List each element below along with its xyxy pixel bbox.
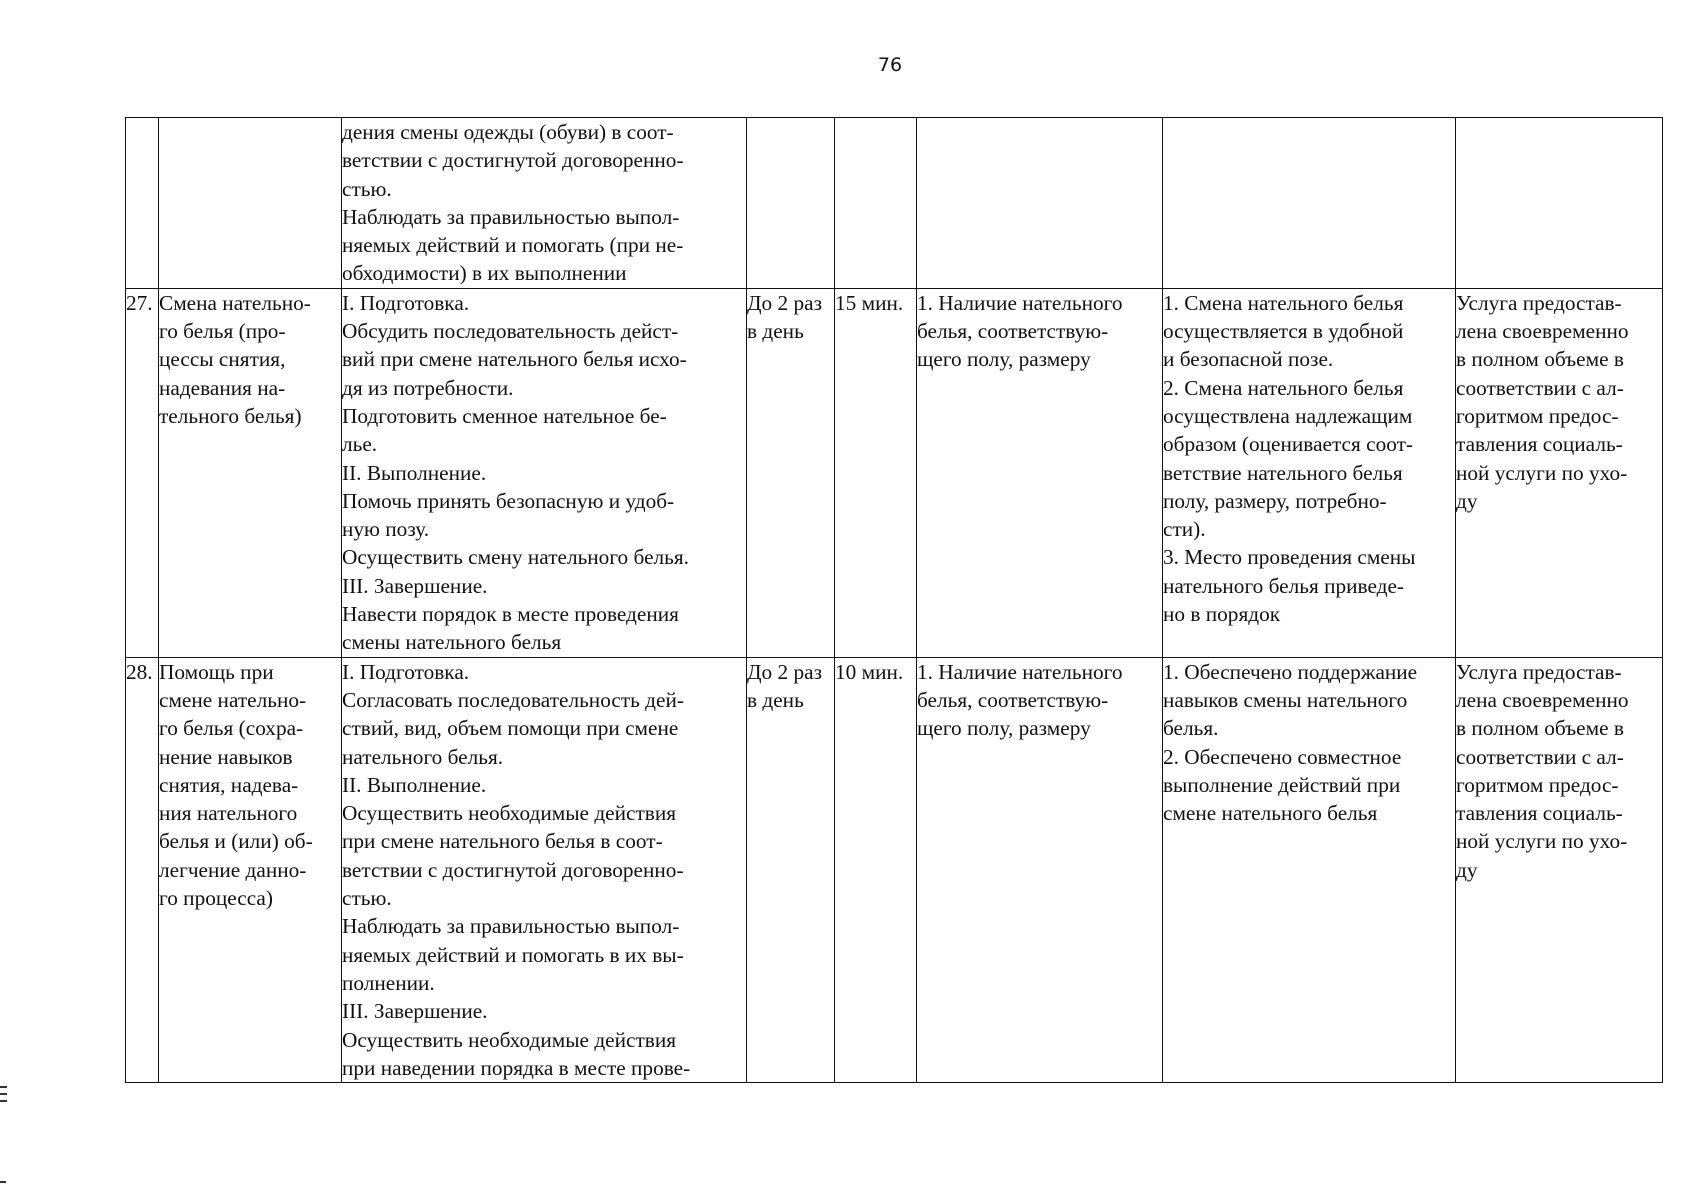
service-duration: 15 мин. [835, 288, 917, 657]
service-duration: 10 мин. [835, 657, 917, 1082]
service-frequency: До 2 раз в день [747, 657, 835, 1082]
page-number: 76 [877, 54, 903, 76]
table-row [126, 657, 1663, 1082]
margin-binding-mark [0, 1181, 6, 1183]
service-results: 1. Обеспечено поддержание навыков смены нательного белья. 2. Обеспечено совместное выполнение действий при смене нательного белья [1163, 657, 1456, 1082]
services-table [125, 117, 1663, 1083]
margin-binding-mark [0, 1100, 7, 1102]
margin-binding-mark [0, 1093, 7, 1095]
service-evaluation: Услуга предостав- лена своевременно в полном объеме в соответствии с ал- горитмом предос- тавления социаль- ной услуги по ухо- ду [1456, 657, 1663, 1082]
row-number [126, 118, 159, 289]
service-conditions [917, 118, 1163, 289]
service-name [159, 118, 342, 289]
service-results [1163, 118, 1456, 289]
service-conditions: 1. Наличие нательного белья, соответствую- щего полу, размеру [917, 657, 1163, 1082]
service-name: Смена нательно- го белья (про- цессы снятия, надевания на- тельного белья) [159, 288, 342, 657]
service-actions: дения смены одежды (обуви) в соот- ветствии с достигнутой договоренно- стью. Наблюдать за правильностью выпол- няемых действий и помогать (при не- обходимости) в их выполнении [342, 118, 747, 289]
service-results: 1. Смена нательного белья осуществляется в удобной и безопасной позе. 2. Смена нательного белья осуществлена надлежащим образом (оценивается соот- ветствие нательного белья полу, размеру, потребно- сти). 3. Место проведения смены нательного белья приведе- но в порядок [1163, 288, 1456, 657]
service-actions: I. Подготовка. Обсудить последовательность дейст- вий при смене нательного белья исхо- дя из потребности. Подготовить сменное нательное бе- лье. II. Выполнение. Помочь принять безопасную и удоб- ную позу. Осуществить смену нательного белья. III. Завершение. Навести порядок в месте проведения смены нательного белья [342, 288, 747, 657]
service-conditions: 1. Наличие нательного белья, соответствую- щего полу, размеру [917, 288, 1163, 657]
service-frequency: До 2 раз в день [747, 288, 835, 657]
service-evaluation [1456, 118, 1663, 289]
service-name: Помощь при смене нательно- го белья (сохра- нение навыков снятия, надева- ния нательного белья и (или) об- легчение данно- го процесса) [159, 657, 342, 1082]
table-row [126, 288, 1663, 657]
table-row [126, 118, 1663, 289]
service-actions: I. Подготовка. Согласовать последовательность дей- ствий, вид, объем помощи при смене нательного белья. II. Выполнение. Осуществить необходимые действия при смене нательного белья в соот- ветствии с достигнутой договоренно- стью. Наблюдать за правильностью выпол- няемых действий и помогать в их вы- полнении. III. Завершение. Осуществить необходимые действия при наведении порядка в месте прове- [342, 657, 747, 1082]
row-number: 28. [126, 657, 159, 1082]
margin-binding-mark [0, 1086, 7, 1088]
row-number: 27. [126, 288, 159, 657]
service-evaluation: Услуга предостав- лена своевременно в полном объеме в соответствии с ал- горитмом предос- тавления социаль- ной услуги по ухо- ду [1456, 288, 1663, 657]
service-duration [835, 118, 917, 289]
service-frequency [747, 118, 835, 289]
